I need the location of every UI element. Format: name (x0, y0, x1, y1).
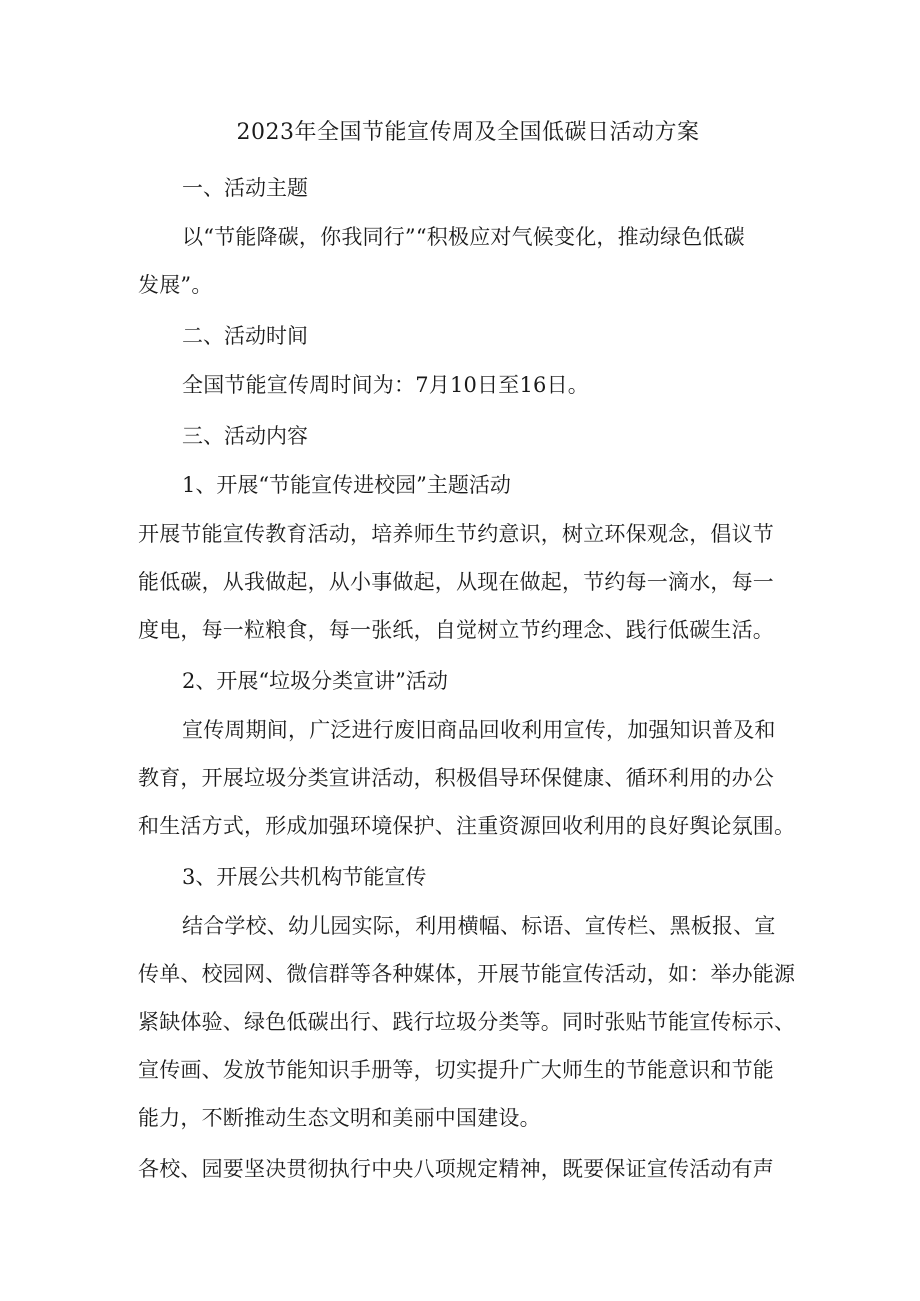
paragraph-campus (138, 510, 798, 654)
section-heading-time: 二、活动时间 (182, 324, 308, 348)
paragraph-theme (138, 213, 798, 309)
paragraph-line: 和生活方式，形成加强环境保护、注重资源回收利用的良好舆论氛围。 (138, 814, 796, 838)
paragraph-line: 宣传画、发放节能知识手册等，切实提升广大师生的节能意识和节能 (138, 1058, 774, 1082)
paragraph-line: 传单、校园网、微信群等各种媒体，开展节能宣传活动，如：举办能源 (138, 962, 796, 986)
paragraph-line: 度电，每一粒粮食，每一张纸，自觉树立节约理念、践行低碳生活。 (138, 618, 774, 642)
item-heading-public: 3、开展公共机构节能宣传 (182, 865, 427, 889)
paragraph-public (138, 902, 798, 1142)
paragraph-line: 能力，不断推动生态文明和美丽中国建设。 (138, 1106, 541, 1130)
paragraph-line: 教育，开展垃圾分类宣讲活动，积极倡导环保健康、循环利用的办公 (138, 766, 774, 790)
paragraph-time (138, 361, 798, 409)
section-heading-theme: 一、活动主题 (182, 176, 308, 200)
paragraph-line: 全国节能宣传周时间为：7月10日至16日。 (182, 373, 590, 397)
paragraph-line: 能低碳，从我做起，从小事做起，从现在做起，节约每一滴水，每一 (138, 570, 774, 594)
paragraph-line: 以“节能降碳，你我同行”“积极应对气候变化，推动绿色低碳 (182, 225, 745, 249)
item-heading-campus: 1、开展“节能宣传进校园”主题活动 (182, 473, 511, 497)
paragraph-line: 各校、园要坚决贯彻执行中央八项规定精神，既要保证宣传活动有声 (138, 1157, 774, 1181)
section-heading-content: 三、活动内容 (182, 424, 308, 448)
item-heading-waste: 2、开展“垃圾分类宣讲”活动 (182, 669, 448, 693)
paragraph-line: 开展节能宣传教育活动，培养师生节约意识，树立环保观念，倡议节 (138, 522, 774, 546)
paragraph-final (138, 1145, 798, 1193)
paragraph-line: 发展”。 (138, 273, 213, 297)
document-title: 2023年全国节能宣传周及全国低碳日活动方案 (236, 120, 700, 145)
paragraph-line: 紧缺体验、绿色低碳出行、践行垃圾分类等。同时张贴节能宣传标示、 (138, 1010, 796, 1034)
paragraph-line: 结合学校、幼儿园实际，利用横幅、标语、宣传栏、黑板报、宣 (182, 914, 776, 938)
paragraph-waste (138, 706, 798, 850)
paragraph-line: 宣传周期间，广泛进行废旧商品回收利用宣传，加强知识普及和 (182, 718, 776, 742)
